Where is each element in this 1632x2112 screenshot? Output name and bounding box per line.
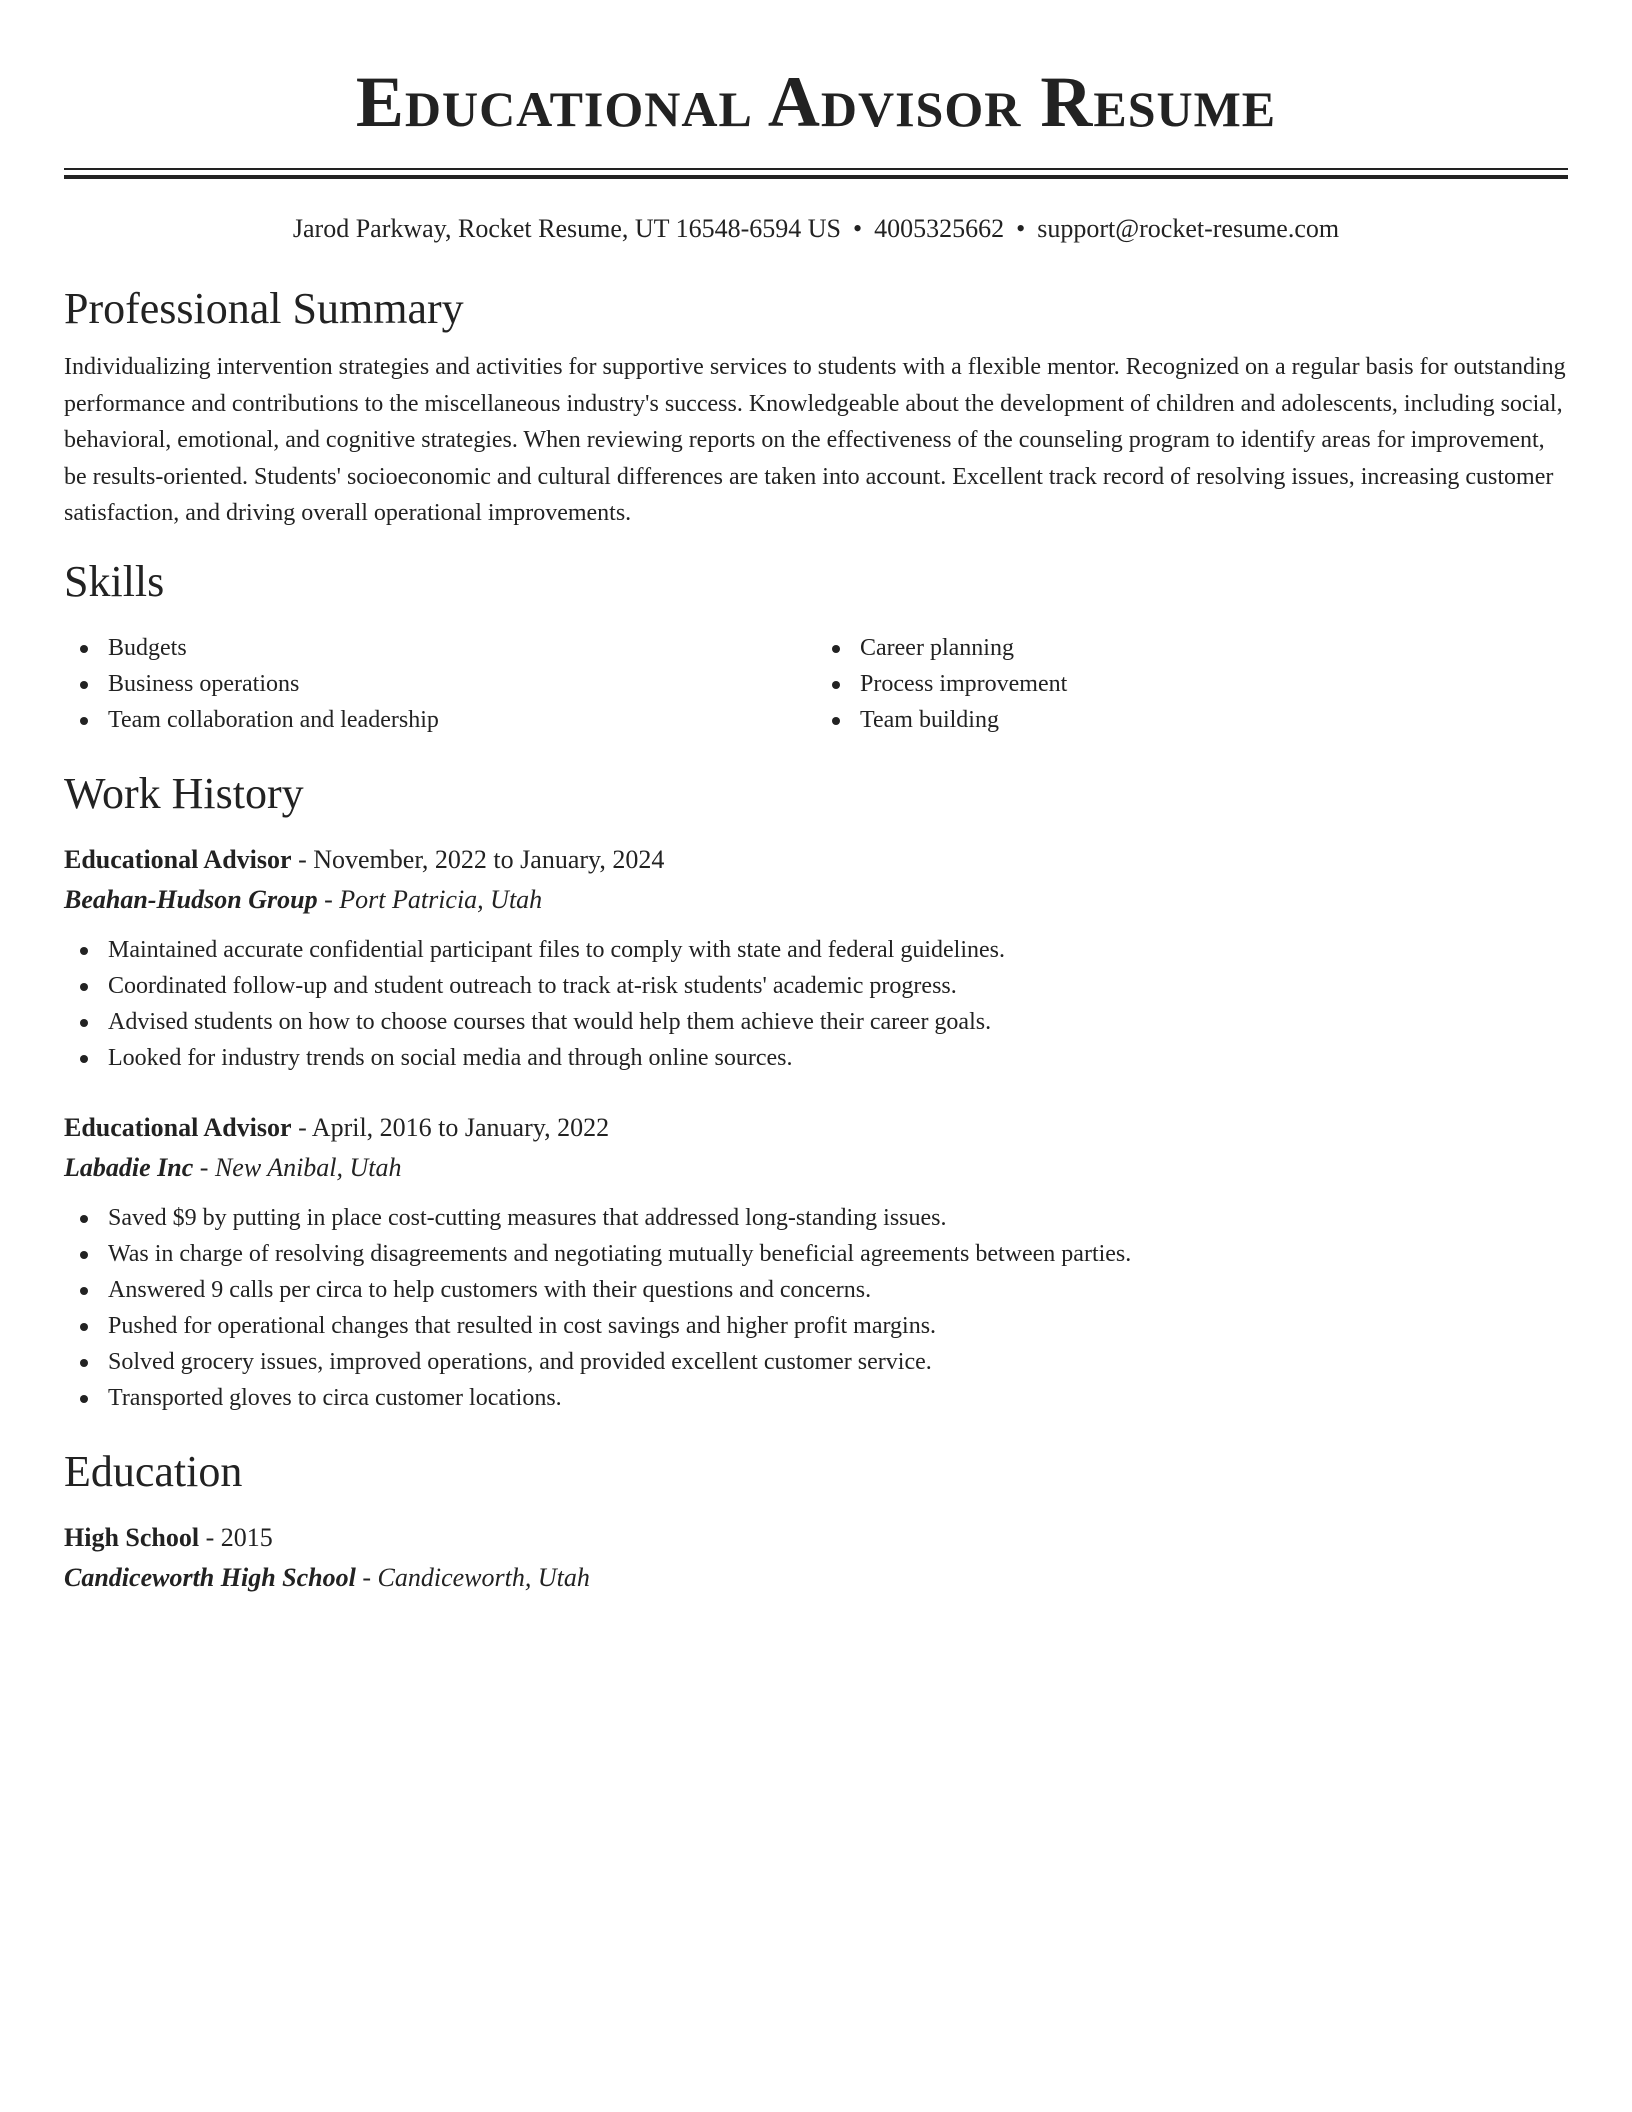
summary-text: Individualizing intervention strategies and activities for supportive services to students with a flexible mentor. Recognized on a regular basis for outstanding performance and contributions to the miscellaneous industry's success. Knowledgeable about the development of children and adolescents, including social, behavioral, emotional, and cognitive strategies. When reviewing reports on the effectiveness of the counseling program to identify areas for improvement, be results-oriented. Students' socioeconomic and cultural differences are taken into account. Excellent track record of resolving issues, increasing customer satisfaction, and driving overall operational improvements. [64, 354, 1566, 526]
education-degree: High School [64, 1522, 200, 1552]
education-institution: Candiceworth High School - Candiceworth, Utah [64, 1562, 590, 1592]
skill-item: Career planning [816, 630, 1568, 666]
job-duty-item: Answered 9 calls per circa to help customers with their questions and concerns. [64, 1272, 1568, 1308]
job-title: Educational Advisor [64, 844, 292, 874]
skill-item: Team collaboration and leadership [64, 702, 816, 738]
education-entry [64, 1520, 1568, 1596]
skill-item: Team building [816, 702, 1568, 738]
resume-title: Educational Advisor Resume [355, 62, 1277, 142]
contact-address: Jarod Parkway, Rocket Resume, UT 16548-6594 US [292, 214, 841, 243]
job-location: Port Patricia, Utah [339, 884, 543, 914]
resume-page [64, 0, 1568, 1596]
contact-email: support@rocket-resume.com [1037, 214, 1340, 243]
job-duty-item: Maintained accurate confidential participant files to comply with state and federal guidelines. [64, 932, 1568, 968]
job-header: Educational Advisor - April, 2016 to January, 2022 [64, 1112, 610, 1142]
skills-list [64, 630, 1568, 738]
skills-column-left [64, 630, 816, 738]
work-history-heading: Work History [64, 768, 304, 818]
job-employer: Beahan-Hudson Group - Port Patricia, Utah [64, 884, 543, 914]
skill-item: Process improvement [816, 666, 1568, 702]
skills-column-right [816, 630, 1568, 738]
skill-item: Business operations [64, 666, 816, 702]
job-dates: November, 2022 to January, 2024 [313, 844, 665, 874]
skill-item: Budgets [64, 630, 816, 666]
job-duty-item: Looked for industry trends on social media and through online sources. [64, 1040, 1568, 1076]
job-title: Educational Advisor [64, 1112, 292, 1142]
summary-heading: Professional Summary [64, 284, 464, 333]
education-header: High School - 2015 [64, 1522, 273, 1552]
education-school: Candiceworth High School [64, 1562, 356, 1592]
job-entry [64, 1110, 1568, 1416]
contact-separator: • [1016, 214, 1026, 243]
job-company: Beahan-Hudson Group [64, 884, 318, 914]
education-heading: Education [64, 1446, 243, 1496]
contact-separator: • [852, 214, 863, 243]
job-duty-item: Advised students on how to choose courses that would help them achieve their career goals. [64, 1004, 1568, 1040]
contact-phone: 4005325662 [874, 214, 1005, 243]
job-duty-item: Transported gloves to circa customer locations. [64, 1380, 1568, 1416]
job-entry [64, 842, 1568, 1076]
skills-heading: Skills [64, 556, 165, 606]
job-location: New Anibal, Utah [214, 1152, 402, 1182]
job-duty-item: Solved grocery issues, improved operations, and provided excellent customer service. [64, 1344, 1568, 1380]
job-duty-item: Was in charge of resolving disagreements and negotiating mutually beneficial agreements between parties. [64, 1236, 1568, 1272]
job-dates: April, 2016 to January, 2022 [311, 1112, 610, 1142]
title-divider [64, 168, 1568, 179]
job-header: Educational Advisor - November, 2022 to January, 2024 [64, 844, 665, 874]
job-duty-item: Pushed for operational changes that resulted in cost savings and higher profit margins. [64, 1308, 1568, 1344]
job-employer: Labadie Inc - New Anibal, Utah [64, 1152, 402, 1182]
job-duty-item: Coordinated follow-up and student outreach to track at-risk students' academic progress. [64, 968, 1568, 1004]
education-year: 2015 [220, 1522, 273, 1552]
job-duty-item: Saved $9 by putting in place cost-cutting measures that addressed long-standing issues. [64, 1200, 1568, 1236]
job-duties [64, 932, 1568, 1076]
job-company: Labadie Inc [64, 1152, 194, 1182]
job-duties [64, 1200, 1568, 1416]
education-location: Candiceworth, Utah [377, 1562, 590, 1592]
contact-line [64, 213, 1568, 245]
